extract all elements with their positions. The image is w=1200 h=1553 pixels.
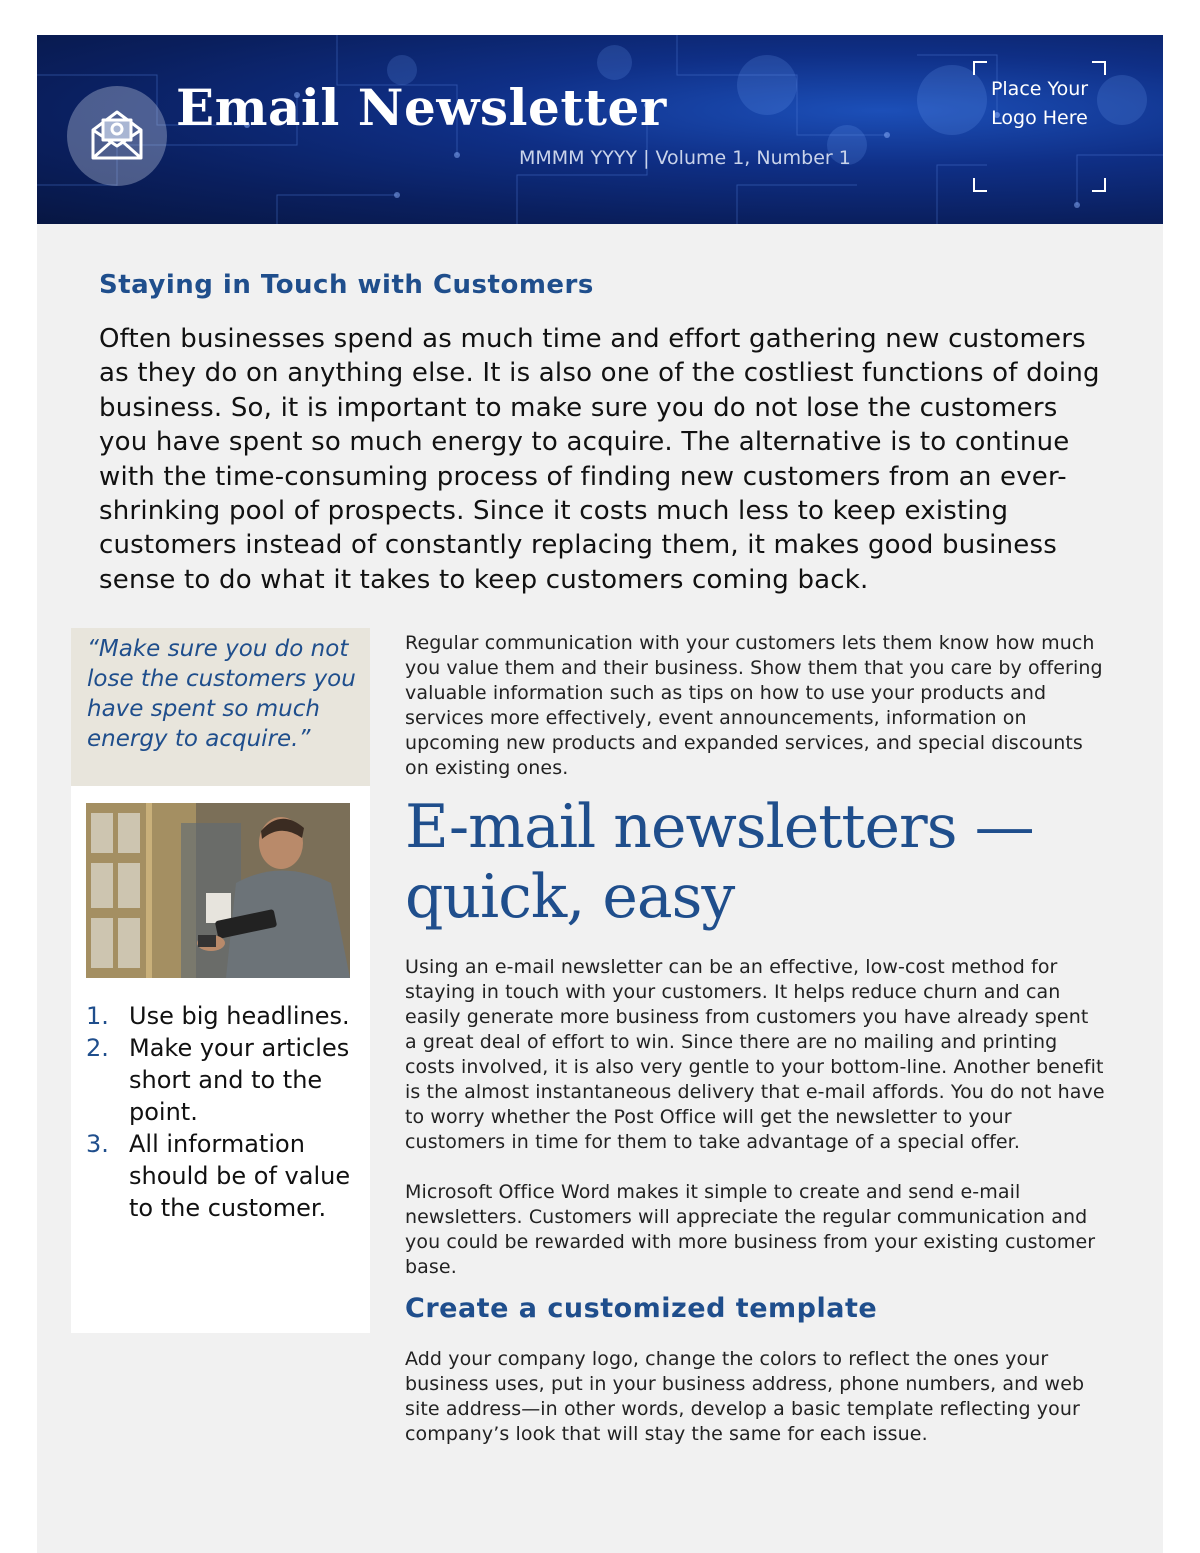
warehouse-worker-photo [86,803,350,978]
list-number: 3. [86,1130,109,1158]
logo-placeholder-text: Place Your Logo Here [990,78,1089,129]
list-item-text: Make your articles short and to the point. [129,1034,350,1126]
list-number: 2. [86,1034,109,1062]
list-item [86,1128,366,1224]
logo-placeholder[interactable] [973,61,1106,192]
email-envelope-icon [67,86,167,186]
feature-headline: E-mail newsletters — quick, easy [405,792,1034,932]
list-number: 1. [86,1002,109,1030]
logo-frame-corner [1092,178,1106,192]
list-item-text: All information should be of value to the customer. [129,1130,351,1222]
feature-paragraph-1: Using an e-mail newsletter can be an effective, low-cost method for staying in touch with your customers. It helps reduce churn and can easily generate more business from customers you have already spent a great deal of effort to win. Since there are no mailing and printing costs involved, it is also very gentle to your bottom-line. Another benefit is the almost instantaneous delivery that e-mail affords. You do not have to worry whether the Post Office will get the newsletter to your customers in time for them to take advantage of a special offer. [405,956,1105,1153]
template-paragraph: Add your company logo, change the colors to reflect the ones your business uses, put in your business address, phone numbers, and web site address—in other words, develop a basic template reflecting your company’s look that will stay the same for each issue. [405,1348,1085,1445]
article-lead-paragraph: Often businesses spend as much time and effort gathering new customers as they do on anything else. It is also one of the costliest functions of doing business. So, it is important to make sure you do not lose the customers you have spent so much energy to acquire. The alternative is to continue with the time-consuming process of finding new customers from an ever-shrinking pool of prospects. Since it costs much less to keep existing customers instead of constantly replacing them, it makes good business sense to do what it takes to keep customers coming back. [99,324,1100,595]
bokeh-light [597,45,632,80]
section-subheading: Create a customized template [405,1293,878,1324]
article-heading: Staying in Touch with Customers [99,270,594,300]
list-item-text: Use big headlines. [129,1002,350,1030]
logo-frame-corner [1092,61,1106,75]
tips-list [86,1000,366,1224]
list-item [86,1032,366,1128]
bokeh-light [737,55,797,115]
feature-paragraph-2: Microsoft Office Word makes it simple to create and send e-mail newsletters. Customers will appreciate the regular communication and you could be rewarded with more business from your existing customer base. [405,1181,1096,1278]
logo-frame-corner [973,178,987,192]
logo-frame-corner [973,61,987,75]
issue-dateline: MMMM YYYY | Volume 1, Number 1 [519,147,851,169]
list-item [86,1000,366,1032]
pull-quote: “Make sure you do not lose the customers you have spent so much energy to acquire.” [87,636,356,752]
newsletter-title: Email Newsletter [176,78,667,137]
article-body-paragraph: Regular communication with your customers lets them know how much you value them and their business. Show them that you care by offering valuable information such as tips on how to use your products and services more effectively, event announcements, information on upcoming new products and expanded services, and special discounts on existing ones. [405,632,1103,779]
